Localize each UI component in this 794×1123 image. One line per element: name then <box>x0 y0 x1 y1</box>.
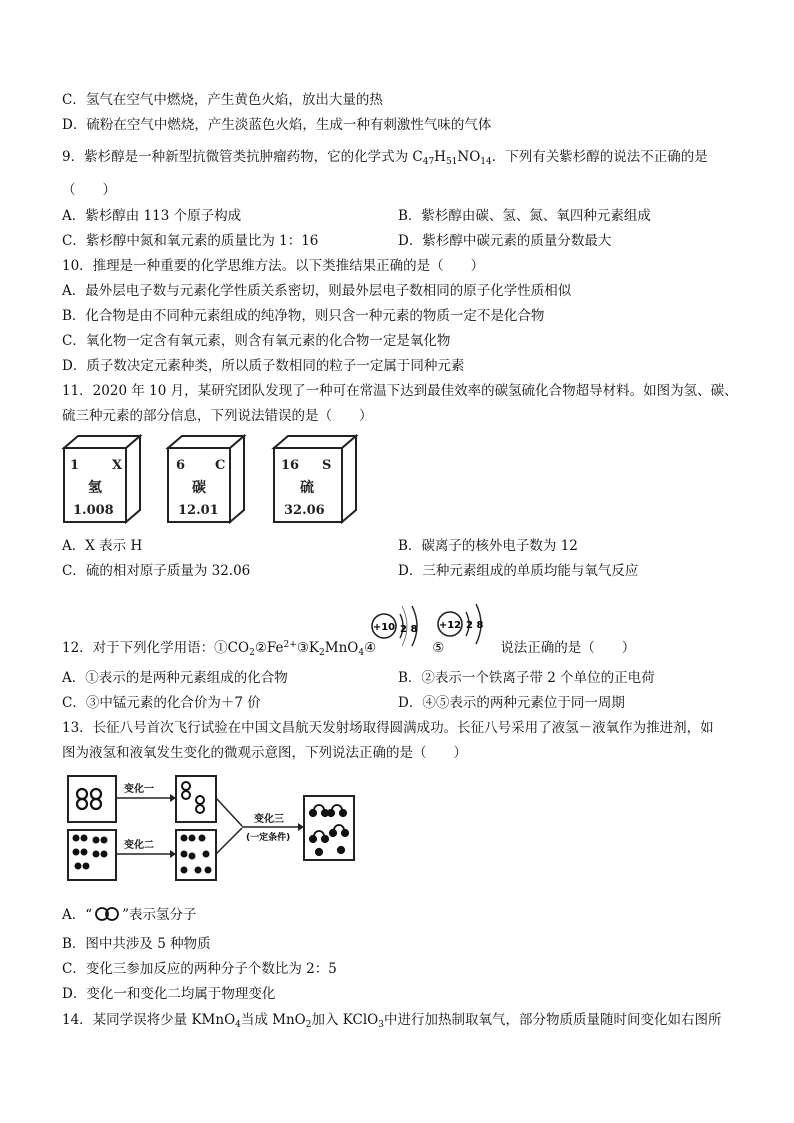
element-mass: 1.008 <box>73 503 114 518</box>
q10-option-d[interactable]: D．质子数决定元素种类，所以质子数相同的粒子一定属于同种元素 <box>62 358 465 374</box>
element-mass: 32.06 <box>284 503 325 518</box>
question-9-answer-blank: （ ） <box>62 182 116 198</box>
q12-option-c[interactable]: C．③中锰元素的化合价为＋7 价 <box>62 695 261 711</box>
q12-option-d[interactable]: D．④⑤表示的两种元素位于同一周期 <box>398 695 625 711</box>
q13-option-c[interactable]: C．变化三参加反应的两种分子个数比为 2：5 <box>62 961 337 977</box>
q10-option-b[interactable]: B．化合物是由不同种元素组成的纯净物，则只含一种元素的物质一定不是化合物 <box>62 308 545 324</box>
condition-label: (一定条件) <box>246 833 291 843</box>
element-symbol: X <box>112 458 123 473</box>
q9-option-b[interactable]: B．紫杉醇由碳、氢、氮、氧四种元素组成 <box>398 208 651 224</box>
question-13-stem-line1: 13．长征八号首次飞行试验在中国文昌航天发射场取得圆满成功。长征八号采用了液氢－液氧作为推进剂，如 <box>62 720 714 736</box>
q9-option-a[interactable]: A．紫杉醇由 113 个原子构成 <box>62 208 242 224</box>
change-2-label: 变化二 <box>124 840 154 851</box>
element-cubes-figure <box>60 434 370 526</box>
element-symbol: S <box>322 458 332 473</box>
option-c-previous: C．氢气在空气中燃烧，产生黄色火焰，放出大量的热 <box>62 92 383 108</box>
question-9-stem: 9．紫杉醇是一种新型抗微管类抗肿瘤药物，它的化学式为 $C_{47}H_{51}NO_{14}$．下列有关紫杉醇的说法不正确的是 <box>62 149 708 167</box>
element-cube-sulfur <box>274 436 356 522</box>
question-13-stem-line2: 图为液氢和液氧发生变化的微观示意图，下列说法正确的是（ ） <box>62 745 467 761</box>
element-name: 碳 <box>192 480 206 496</box>
q13-option-a[interactable]: A．“ ”表示氢分子 <box>62 907 197 923</box>
question-12-stem: 12．对于下列化学用语：$①CO_2②Fe^{2+}③K_2MnO_4④$ ⑤ 说法正确的是（ ） <box>62 640 636 658</box>
question-14-stem: 14．某同学误将少量 KMnO$_4$当成 MnO$_2$加入 KClO$_3$中进行加热制取氧气，部分物质质量随时间变化如右图所 <box>62 1012 722 1030</box>
q13-option-d[interactable]: D．变化一和变化二均属于物理变化 <box>62 986 276 1002</box>
question-11-stem-line2: 硫三种元素的部分信息，下列说法错误的是（ ） <box>62 408 373 424</box>
element-number: 1 <box>70 458 80 473</box>
element-symbol: C <box>215 458 226 473</box>
nucleus-label: +12 <box>438 620 462 631</box>
change-1-label: 变化一 <box>124 784 154 795</box>
q13-option-b[interactable]: B．图中共涉及 5 种物质 <box>62 936 211 952</box>
q10-option-c[interactable]: C．氧化物一定含有氧元素，则含有氧元素的化合物一定是氧化物 <box>62 333 451 349</box>
q12-option-b[interactable]: B．②表示一个铁离子带 2 个单位的正电荷 <box>398 670 655 686</box>
q11-option-b[interactable]: B．碳离子的核外电子数为 12 <box>398 538 578 554</box>
question-10-stem: 10．推理是一种重要的化学思维方法。以下类推结果正确的是（ ） <box>62 258 485 274</box>
q9-option-c[interactable]: C．紫杉醇中氮和氧元素的质量比为 1：16 <box>62 233 319 249</box>
q10-option-a[interactable]: A．最外层电子数与元素化学性质关系密切，则最外层电子数相同的原子化学性质相似 <box>62 283 572 299</box>
q9-option-d[interactable]: D．紫杉醇中碳元素的质量分数最大 <box>398 233 612 249</box>
change-3-label: 变化三 <box>254 814 284 825</box>
q11-option-a[interactable]: A．X 表示 H <box>62 538 143 554</box>
element-name: 硫 <box>300 480 314 496</box>
element-mass: 12.01 <box>178 503 219 518</box>
q11-option-c[interactable]: C．硫的相对原子质量为 32.06 <box>62 563 251 579</box>
electron-shells: 2 8 <box>466 620 484 631</box>
element-cube-carbon <box>168 436 244 522</box>
electron-shells: 2 8 <box>400 624 418 635</box>
element-name: 氢 <box>88 480 102 496</box>
q11-option-d[interactable]: D．三种元素组成的单质均能与氧气反应 <box>398 563 639 579</box>
q12-option-a[interactable]: A．①表示的是两种元素组成的化合物 <box>62 670 288 686</box>
hydrogen-molecule-icon <box>92 906 122 922</box>
element-cube-hydrogen <box>64 436 140 522</box>
element-number: 6 <box>176 458 186 473</box>
option-d-previous: D．硫粉在空气中燃烧，产生淡蓝色火焰，生成一种有刺激性气味的气体 <box>62 117 492 133</box>
molecular-change-diagram <box>62 770 362 888</box>
element-number: 16 <box>281 458 300 473</box>
nucleus-label: +10 <box>372 622 396 633</box>
question-11-stem-line1: 11．2020 年 10 月，某研究团队发现了一种可在常温下达到最佳效率的碳氢硫化合物超导材料。如图为氢、碳、 <box>62 383 738 399</box>
